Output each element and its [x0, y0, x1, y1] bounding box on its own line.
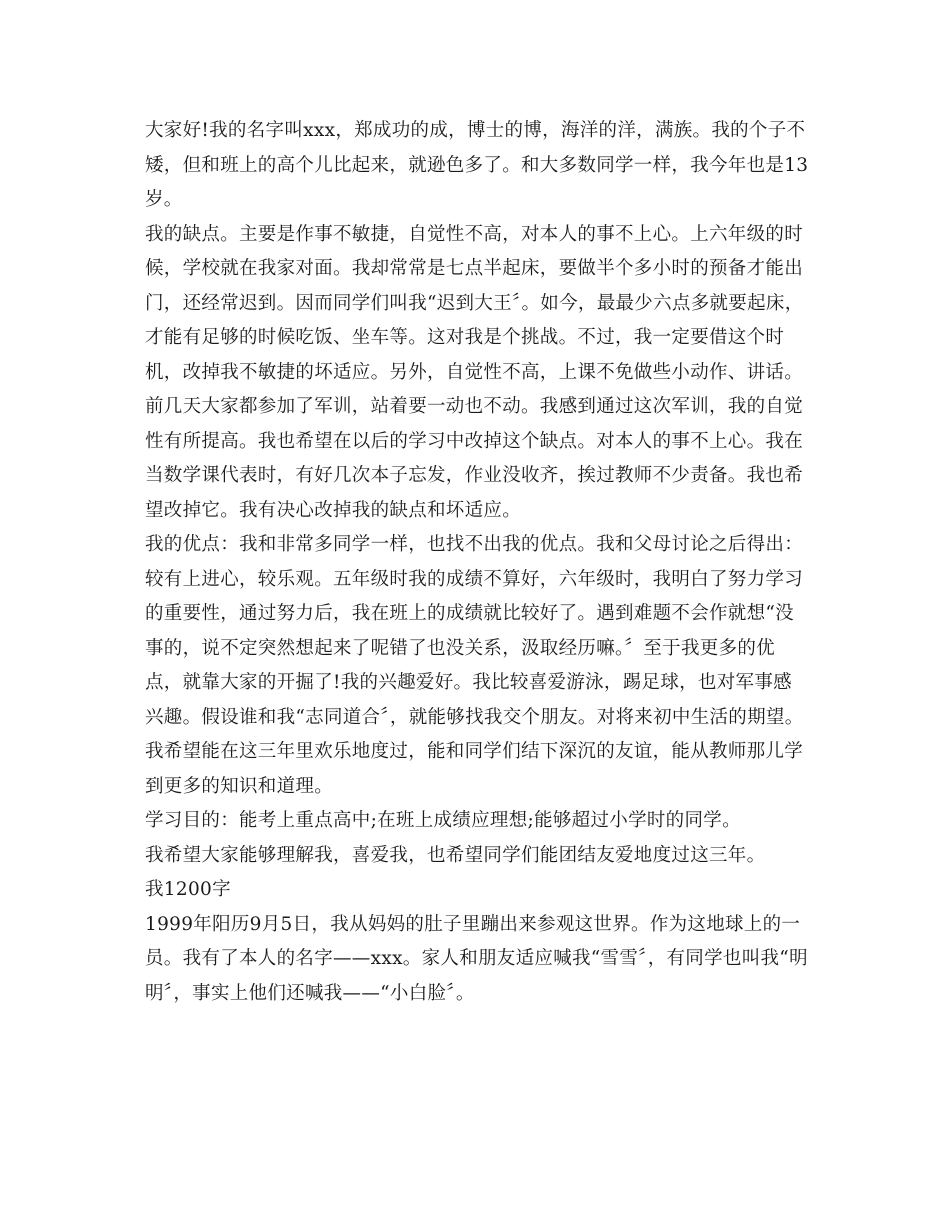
paragraph-birth-story: 1999年阳历9月5日，我从妈妈的肚子里蹦出来参观这世界。作为这地球上的一员。我有了本人的名字——xxx。家人和朋友适应喊我“雪雪〞，有同学也叫我“明明〞，事实上他们还喊我——“小白脸〞。 [145, 913, 808, 1004]
section-heading: 我1200字 [145, 879, 231, 900]
paragraph-shortcomings: 我的缺点。主要是作事不敏捷，自觉性不高，对本人的事不上心。上六年级的时候，学校就在我家对面。我却常常是七点半起床，要做半个多小时的预备才能出门，还经常迟到。因而同学们叫我“迟到大王〞。如今，最最少六点多就要起床，才能有足够的时候吃饭、坐车等。这对我是个挑战。不过，我一定要借这个时机，改掉我不敏捷的坏适应。另外，自觉性不高，上课不免做些小动作、讲话。前几天大家都参加了军训，站着要一动也不动。我感到通过这次军训，我的自觉性有所提高。我也希望在以后的学习中改掉这个缺点。对本人的事不上心。我在当数学课代表时，有好几次本子忘发，作业没收齐，挨过教师不少责备。我也希望改掉它。我有决心改掉我的缺点和坏适应。 [145, 223, 804, 521]
paragraph-strengths: 我的优点：我和非常多同学一样，也找不出我的优点。我和父母讨论之后得出：较有上进心，较乐观。五年级时我的成绩不算好，六年级时，我明白了努力学习的重要性，通过努力后，我在班上的成绩就比较好了。遇到难题不会作就想“没事的，说不定突然想起来了呢错了也没关系，汲取经历嘛。〞至于我更多的优点，就靠大家的开掘了!我的兴趣爱好。我比较喜爱游泳，踢足球，也对军事感兴趣。假设谁和我“志同道合〞，就能够找我交个朋友。对将来初中生活的期望。我希望能在这三年里欢乐地度过，能和同学们结下深沉的友谊，能从教师那儿学到更多的知识和道理。 [145, 534, 804, 797]
paragraph-closing-wish: 我希望大家能够理解我，喜爱我，也希望同学们能团结友爱地度过这三年。 [145, 844, 766, 866]
paragraph-self-intro: 大家好!我的名字叫xxx，郑成功的成，博士的博，海洋的洋，满族。我的个子不矮，但和班上的高个儿比起来，就逊色多了。和大多数同学一样，我今年也是13岁。 [145, 120, 809, 210]
document-body [145, 114, 810, 1011]
paragraph-study-goals: 学习目的：能考上重点高中;在班上成绩应理想;能够超过小学时的同学。 [145, 810, 741, 831]
